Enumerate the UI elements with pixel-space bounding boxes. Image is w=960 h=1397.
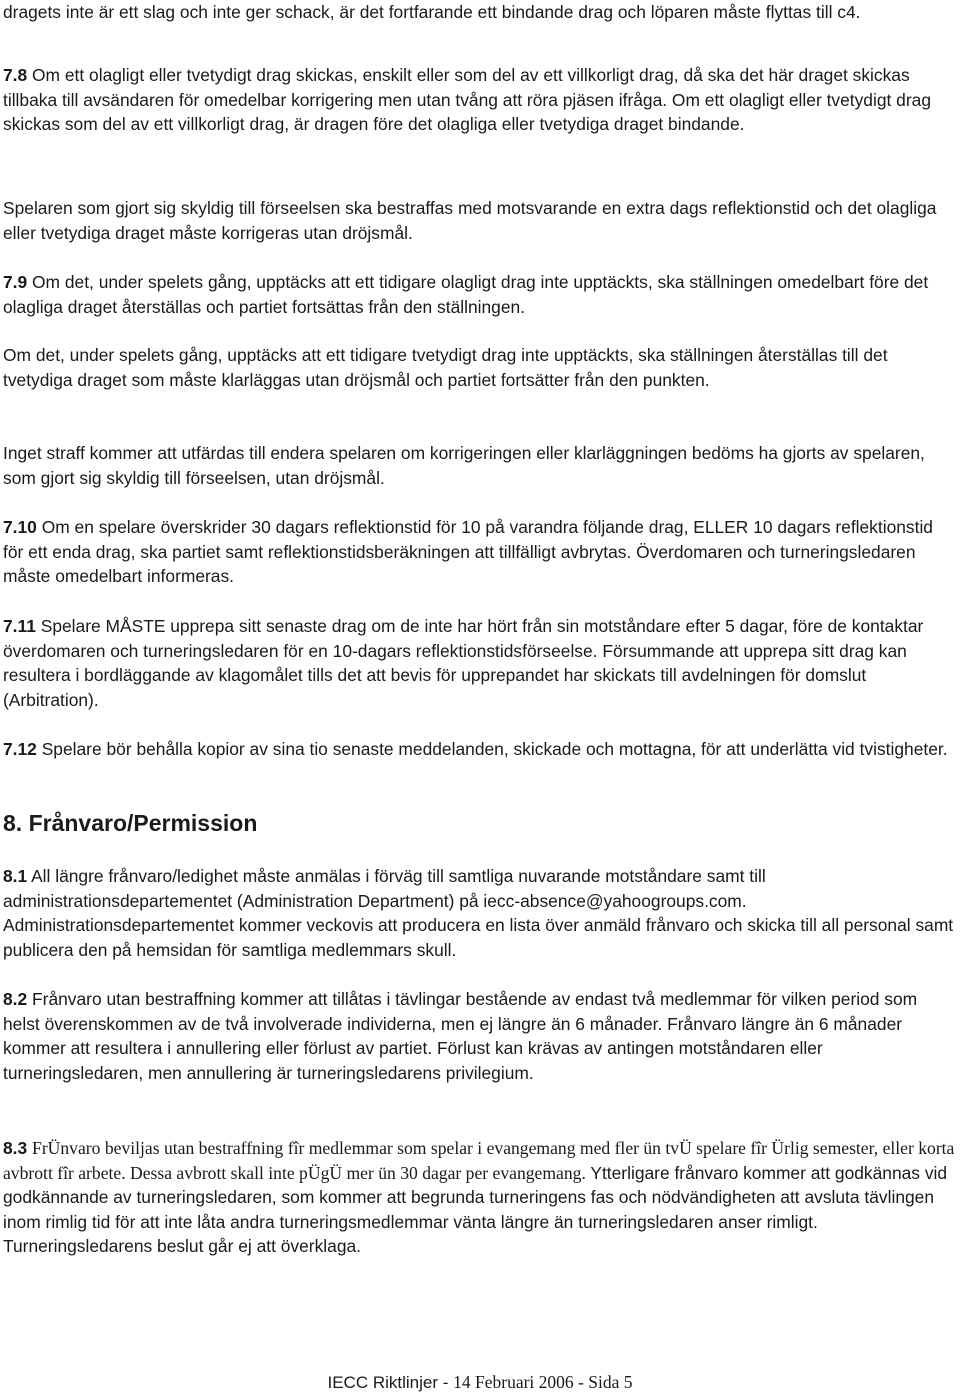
paragraph-7-11 bbox=[3, 614, 958, 712]
paragraph-number: 7.9 bbox=[3, 272, 28, 292]
paragraph-7-8-followup: Spelaren som gjort sig skyldig till förseelsen ska bestraffas med motsvarande en extra dags reflektionstid och det olagliga eller tvetydiga draget måste korrigeras utan dröjsmål. bbox=[3, 198, 937, 243]
paragraph-8-1 bbox=[3, 864, 958, 962]
paragraph-8-3 bbox=[3, 1136, 958, 1259]
paragraph-text: Om det, under spelets gång, upptäcks att ett tidigare olagligt drag inte upptäckts, ska ställningen omedelbart före det olagliga draget återställas och partiet fortsättas från den ställningen. bbox=[3, 272, 929, 317]
paragraph-text: Frånvaro utan bestraffning kommer att tillåtas i tävlingar bestående av endast två medlemmar för vilken period som helst överenskommen av de två involverade individerna, men ej längre än 6 månader. Frånvaro längre än 6 månader kommer att resultera i annullering eller förlust av partiet. Förlust kan krävas av antingen motståndaren eller turneringsledaren, men annullering är turneringsledarens privilegium. bbox=[3, 989, 918, 1083]
paragraph-text-sans: Ytterligare frånvaro kommer att godkännas vid godkännande av turneringsledaren, som kommer att begrunda turneringens fas och nödvändigheten att avsluta tävlingen inom rimlig tid för att inte låta andra turneringsmedlemmar vänta längre än turneringsledaren anser rimligt. Turneringsledarens beslut går ej att överklaga. bbox=[3, 1162, 948, 1256]
paragraph-8-2 bbox=[3, 987, 958, 1085]
paragraph-text: All längre frånvaro/ledighet måste anmälas i förväg till samtliga nuvarande motståndare samt till administrationsdepartementet (Administration Department) på iecc-absence@yahoogroups.com. Administrationsdepartementet kommer veckovis att producera en lista över anmäld frånvaro och skicka till all personal samt publicera den på hemsidan för samtliga medlemmars skull. bbox=[3, 866, 954, 960]
footer-date-page: 14 Februari 2006 - Sida 5 bbox=[453, 1372, 633, 1392]
paragraph-text: Spelare MÅSTE upprepa sitt senaste drag om de inte har hört från sin motståndare efter 5 dagar, före de kontaktar överdomaren och turneringsledaren för en 10-dagars reflektionstidsförseelse. Försummande att upprepa sitt drag kan resultera i bordläggande av klagomålet tills det att bevis för upprepandet har skickats till avdelningen för domslut (Arbitration). bbox=[3, 616, 924, 710]
paragraph-7-9-followup-1: Om det, under spelets gång, upptäcks att ett tidigare tvetydigt drag inte upptäckts, ska ställningen återställas till det tvetydiga draget som måste klarläggas utan dröjsmål och partiet fortsätter från den punkten. bbox=[3, 345, 888, 390]
paragraph-number: 7.11 bbox=[3, 616, 36, 636]
paragraph-text-serif: FrÜnvaro beviljas utan bestraffning fîr medlemmar som spelar i evangemang med fler ün tvÜ spelare fîr Ürlig semester, eller korta avbrott fîr arbete. Dessa avbrott skall inte pÜgÜ mer ün 30 dagar per evangemang. bbox=[3, 1138, 955, 1183]
paragraph-7-9-followup-2: Inget straff kommer att utfärdas till endera spelaren om korrigeringen eller klarläggningen bedöms ha gjorts av spelaren, som gjort sig skyldig till förseelsen, utan dröjsmål. bbox=[3, 443, 925, 488]
paragraph-7-9 bbox=[3, 270, 958, 319]
paragraph-number: 8.2 bbox=[3, 989, 28, 1009]
paragraph-text: Om ett olagligt eller tvetydigt drag skickas, enskilt eller som del av ett villkorligt drag, då ska det här draget skickas tillbaka till avsändaren för omedelbar korrigering men utan tvång att röra pjäsen ifråga. Om ett olagligt eller tvetydigt drag skickas som del av ett villkorligt drag, är dragen före det olagliga eller tvetydiga draget bindande. bbox=[3, 65, 931, 134]
paragraph-7-8 bbox=[3, 63, 958, 137]
paragraph-text: Spelare bör behålla kopior av sina tio senaste meddelanden, skickade och mottagna, för att underlätta vid tvistigheter. bbox=[41, 739, 948, 759]
paragraph-number: 8.3 bbox=[3, 1138, 28, 1158]
paragraph-number: 7.10 bbox=[3, 517, 37, 537]
paragraph-number: 8.1 bbox=[3, 866, 28, 886]
footer-title: IECC Riktlinjer - bbox=[327, 1373, 454, 1392]
intro-continuation: dragets inte är ett slag och inte ger schack, är det fortfarande ett bindande drag och löparen måste flyttas till c4. bbox=[3, 2, 861, 22]
paragraph-7-12 bbox=[3, 737, 948, 762]
paragraph-number: 7.12 bbox=[3, 739, 37, 759]
section-heading-8: 8. Frånvaro/Permission bbox=[3, 810, 258, 836]
paragraph-number: 7.8 bbox=[3, 65, 28, 85]
page-footer bbox=[0, 1372, 960, 1393]
paragraph-text: Om en spelare överskrider 30 dagars reflektionstid för 10 på varandra följande drag, ELLER 10 dagars reflektionstid för ett enda drag, ska partiet samt reflektionstidsberäkningen att tillfälligt avbrytas. Överdomaren och turneringsledaren måste omedelbart informeras. bbox=[3, 517, 933, 586]
paragraph-7-10 bbox=[3, 515, 958, 589]
